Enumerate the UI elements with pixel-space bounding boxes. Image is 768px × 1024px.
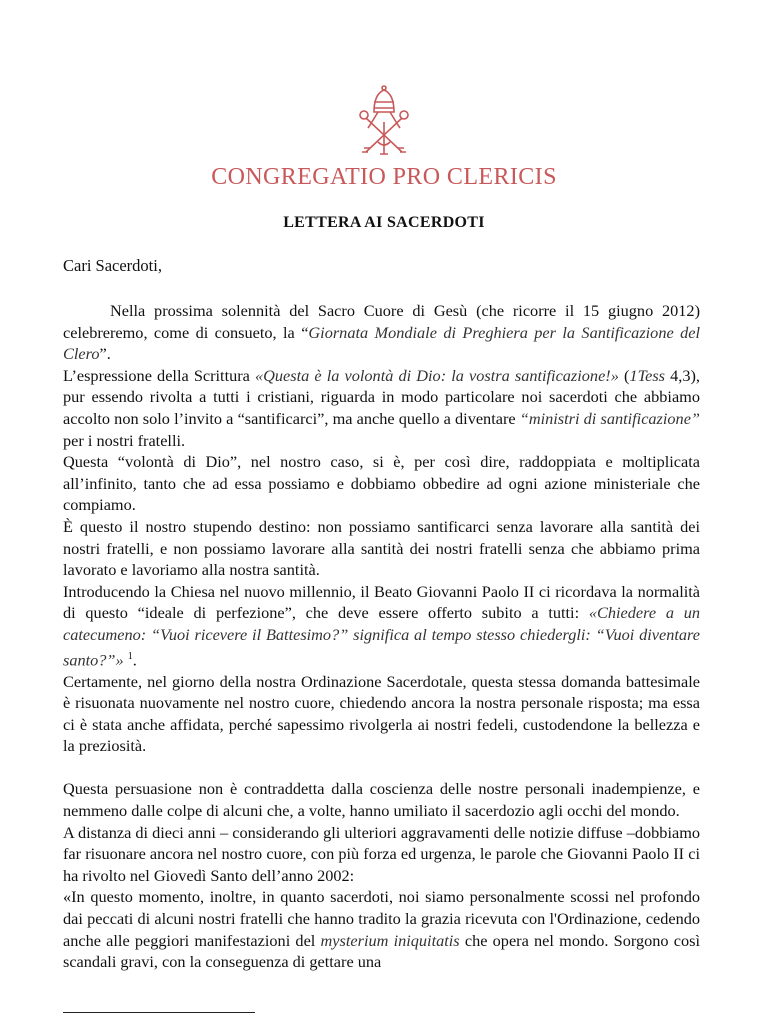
text-span: 4,3), pur essendo rivolta a tutti i cristiani, riguarda in modo particolare noi sacerdoti che abbiamo accolto non solo l’invito a “santificarci”, ma anche quello a diventare [63, 365, 700, 428]
salutation: Cari Sacerdoti, [63, 256, 162, 275]
paragraph-8: A distanza di dieci anni – considerando gli ulteriori aggravamenti delle notizie diffuse –dobbiamo far risuonare ancora nel nostro cuore, con più forza ed urgenza, le parole che Giovanni Paolo II ci ha rivolto nel Giovedì Santo dell’anno 2002: [63, 822, 700, 885]
footnote-divider [63, 1012, 255, 1013]
paragraph-4: È questo il nostro stupendo destino: non possiamo santificarci senza lavorare alla santità dei nostri fratelli, e non possiamo lavorare alla santità dei nostri fratelli senza che abbiamo prima lavorato e lavoriamo alla nostra santità. [63, 516, 700, 580]
letter-body [63, 300, 700, 973]
italic-quote: “ministri di santificazione” [519, 408, 700, 428]
paragraph-1 [63, 300, 700, 365]
paragraph-9 [63, 886, 700, 972]
italic-reference: 1Tess [629, 365, 666, 385]
paragraph-3: Questa “volontà di Dio”, nel nostro caso, si è, per così dire, raddoppiata e moltiplicata all’infinito, tanto che ad essa possiamo e dobbiamo obbedire ad ogni azione ministeriale che compiamo. [63, 452, 700, 515]
text-span: che opera nel mondo. Sorgono così scandali gravi, con la conseguenza di gettare una [63, 930, 700, 972]
paragraph-7: Questa persuasione non è contraddetta dalla coscienza delle nostre personali inadempienze, e nemmeno dalle colpe di alcuni che, a volte, hanno umiliato il sacerdozio agli occhi del mondo. [63, 779, 700, 821]
footnote-marker[interactable]: 1 [127, 650, 133, 662]
papal-coat-of-arms-icon [352, 82, 416, 162]
italic-quote: «Chiedere a un catecumeno: “Vuoi ricevere il Battesimo?” significa al tempo stesso chiedergli: “Vuoi diventare santo?”» [63, 603, 701, 669]
text-span: L’espressione della Scrittura [63, 365, 255, 385]
italic-quote: «Questa è la volontà di Dio: la vostra santificazione!» [255, 365, 619, 385]
text-span: ”. [99, 344, 111, 364]
paragraph-5 [63, 581, 700, 671]
text-span: Nella prossima solennità del Sacro Cuore di Gesù (che ricorre il 15 giugno 2012) celebreremo, come di consueto, la “ [63, 301, 700, 342]
italic-quote: Giornata Mondiale di Preghiera per la Santificazione del Clero [63, 322, 700, 364]
text-span: Introducendo la Chiesa nel nuovo millennio, il Beato Giovanni Paolo II ci ricordava la normalità di questo “ideale di perfezione”, che deve essere offerto subito a tutti: [63, 581, 700, 623]
organization-name: CONGREGATIO PRO CLERICIS [211, 164, 557, 190]
text-span: . [132, 649, 137, 669]
letter-title: LETTERA AI SACERDOTI [283, 214, 485, 231]
paragraph-2 [63, 365, 700, 451]
text-span: per i nostri fratelli. [63, 430, 186, 450]
paragraph-6: Certamente, nel giorno della nostra Ordinazione Sacerdotale, questa stessa domanda battesimale è risuonata nuovamente nel nostro cuore, chiedendo ancora la nostra personale risposta; ma essa ci è stata anche affidata, perché sapessimo rivolgerla ai nostri fedeli, custodendone la bellezza e la preziosità. [63, 671, 700, 756]
text-span: «In questo momento, inoltre, in quanto sacerdoti, noi siamo personalmente scossi nel profondo dai peccati di alcuni nostri fratelli che hanno tradito la grazia ricevuta con l'Ordinazione, cedendo anche alle peggiori manifestazioni del [63, 887, 700, 950]
text-span: ( [618, 365, 630, 385]
italic-phrase: mysterium iniquitatis [320, 930, 460, 950]
